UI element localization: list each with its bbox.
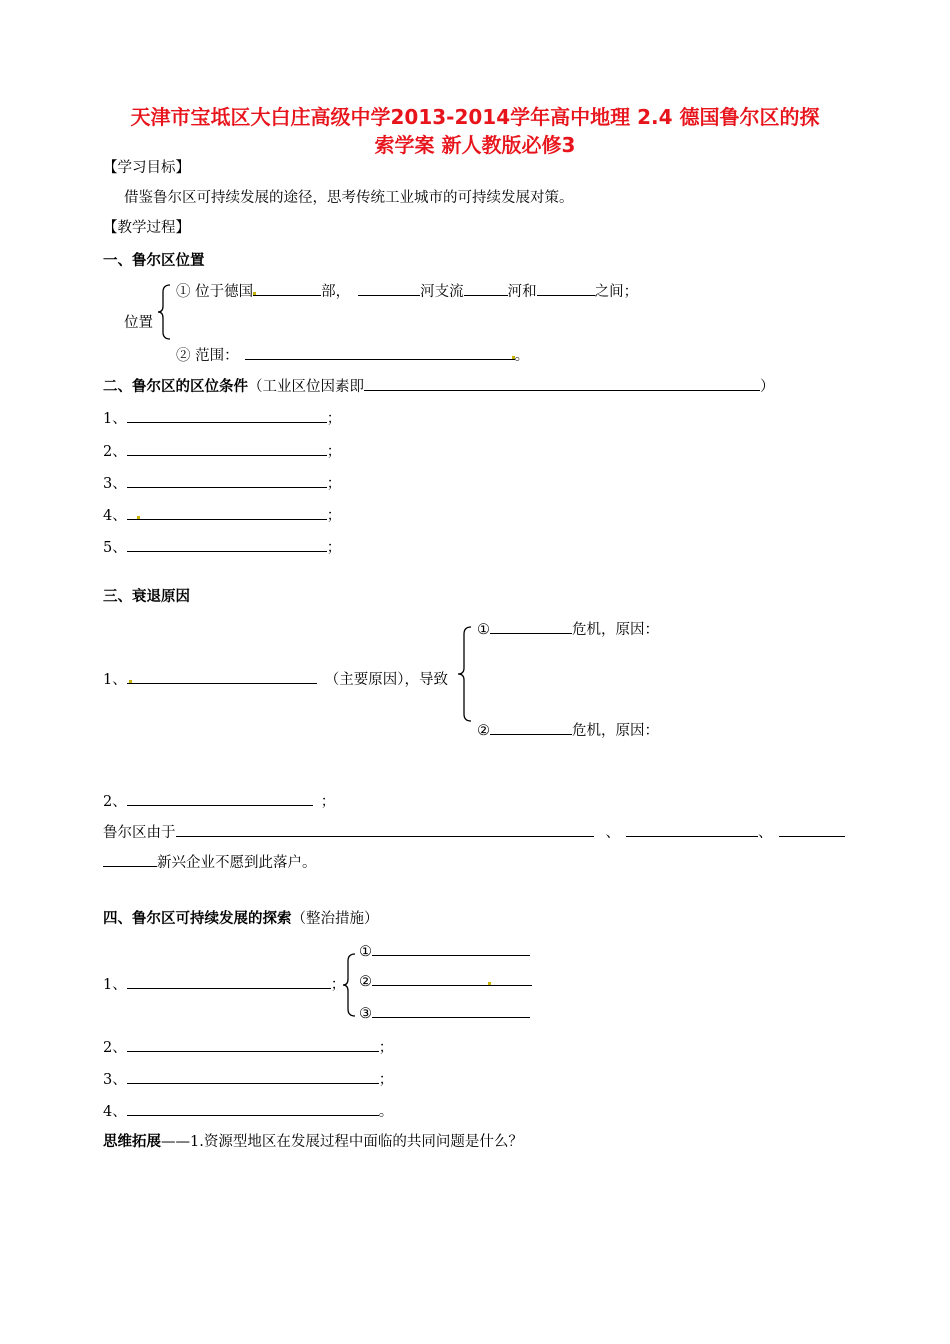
blank-field[interactable] bbox=[176, 822, 316, 837]
blank-field[interactable] bbox=[127, 505, 327, 520]
ruhr-line: 鲁尔区由于 、 、 bbox=[103, 821, 845, 842]
position-item2: ② 范围： 。 bbox=[176, 344, 529, 365]
position-item1: ① 位于德国 部， 河支流 河和 之间； bbox=[176, 280, 638, 301]
list-item: 3、 ； bbox=[103, 1068, 393, 1089]
left-brace-icon bbox=[156, 284, 172, 340]
blank-field[interactable] bbox=[127, 537, 327, 552]
blank-field[interactable] bbox=[127, 408, 327, 423]
document-title-line1: 天津市宝坻区大白庄高级中学2013-2014学年高中地理 2.4 德国鲁尔区的探 bbox=[130, 105, 820, 129]
section2-heading-line: 二、鲁尔区的区位条件（工业区位因素即 ） bbox=[103, 375, 775, 396]
left-brace-icon bbox=[341, 953, 357, 1017]
measure1-sub3: ③ bbox=[359, 1003, 530, 1022]
blank-field[interactable] bbox=[103, 852, 157, 867]
blank-field[interactable] bbox=[245, 345, 515, 360]
blank-field[interactable] bbox=[372, 941, 530, 956]
blank-field[interactable] bbox=[316, 822, 594, 837]
blank-field[interactable] bbox=[127, 441, 327, 456]
list-item: 2、 ； bbox=[103, 440, 341, 461]
blank-field[interactable] bbox=[364, 376, 760, 391]
blank-field[interactable] bbox=[537, 281, 595, 296]
reason1: 1、 （主要原因），导致 bbox=[103, 668, 448, 689]
left-brace-icon bbox=[455, 626, 473, 722]
list-item: 3、 ； bbox=[103, 472, 341, 493]
document-title-line2: 索学案 新人教版必修3 bbox=[374, 133, 576, 157]
list-item: 4、 ； bbox=[103, 504, 341, 525]
blank-field[interactable] bbox=[127, 669, 317, 684]
crisis2: ② 危机，原因： bbox=[477, 719, 659, 740]
list-item: 5、 ； bbox=[103, 536, 341, 557]
reason2: 2、 ； bbox=[103, 790, 335, 811]
blank-field[interactable] bbox=[127, 473, 327, 488]
blank-field[interactable] bbox=[372, 1003, 530, 1018]
blank-field[interactable] bbox=[779, 822, 845, 837]
blank-field[interactable] bbox=[464, 281, 508, 296]
blank-field[interactable] bbox=[127, 974, 331, 989]
list-item: 1、 ； bbox=[103, 407, 341, 428]
blank-field[interactable] bbox=[358, 281, 420, 296]
blank-field[interactable] bbox=[127, 1037, 379, 1052]
ruhr-line2: 新兴企业不愿到此落户。 bbox=[103, 851, 317, 872]
blank-field[interactable] bbox=[127, 1101, 379, 1116]
section4-heading: 四、鲁尔区可持续发展的探索 bbox=[103, 911, 292, 927]
extension-line: 思维拓展——1.资源型地区在发展过程中面临的共同问题是什么？ bbox=[103, 1134, 523, 1150]
section1-heading: 一、鲁尔区位置 bbox=[103, 253, 205, 269]
list-item: 2、 ； bbox=[103, 1036, 393, 1057]
blank-field[interactable] bbox=[490, 720, 572, 735]
blank-field[interactable] bbox=[490, 619, 572, 634]
blank-field[interactable] bbox=[127, 1069, 379, 1084]
blank-field[interactable] bbox=[372, 971, 532, 986]
section2-heading: 二、鲁尔区的区位条件 bbox=[103, 379, 248, 395]
position-label: 位置 bbox=[124, 315, 153, 331]
measure1-sub1: ① bbox=[359, 941, 530, 960]
crisis1: ① 危机，原因： bbox=[477, 618, 659, 639]
measure1-sub2: ② bbox=[359, 971, 532, 990]
extension-label: 思维拓展 bbox=[103, 1134, 161, 1150]
section4-heading-line: 四、鲁尔区可持续发展的探索（整治措施） bbox=[103, 911, 379, 927]
process-heading: 【教学过程】 bbox=[103, 220, 190, 236]
section3-heading: 三、衰退原因 bbox=[103, 589, 190, 605]
objectives-text: 借鉴鲁尔区可持续发展的途径，思考传统工业城市的可持续发展对策。 bbox=[124, 190, 574, 206]
blank-field[interactable] bbox=[253, 281, 321, 296]
measure1: 1、 ； bbox=[103, 973, 345, 994]
blank-field[interactable] bbox=[626, 822, 758, 837]
objectives-heading: 【学习目标】 bbox=[103, 160, 190, 176]
list-item: 4、 。 bbox=[103, 1100, 393, 1121]
blank-field[interactable] bbox=[127, 791, 313, 806]
